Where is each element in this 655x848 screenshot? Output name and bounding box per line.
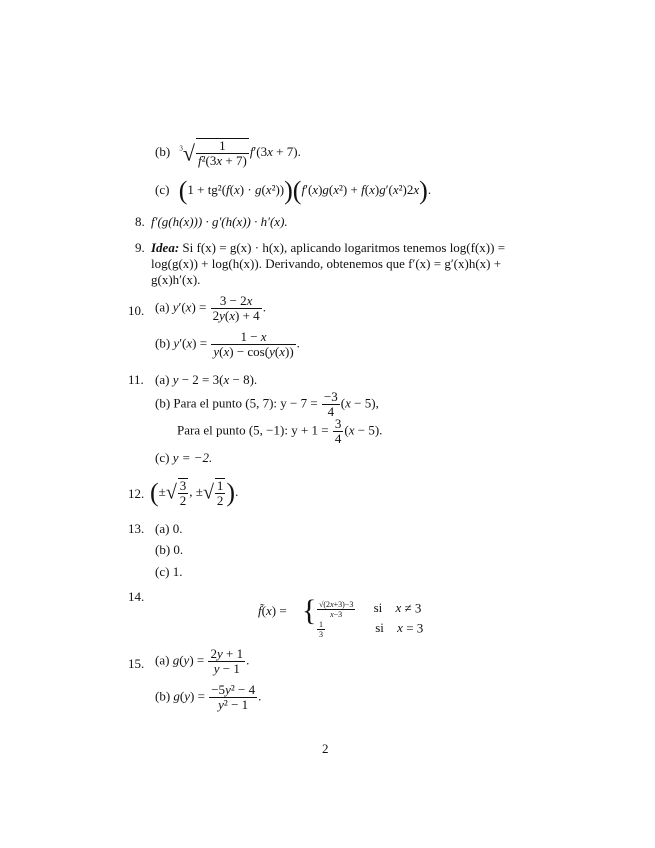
cube-root: $^3$√ $\frac{1}{\text{f²(3x + 7)}}$ — [179, 138, 247, 168]
item-13c-val: 1. — [172, 564, 183, 579]
idea-label: Idea: — [151, 240, 180, 255]
item-13a: (a) 0. — [155, 521, 183, 536]
item-13a-val: 0. — [172, 521, 183, 536]
item-13c: (c) 1. — [155, 564, 183, 579]
item-9-text1: Si f(x) = g(x) · h(x), aplicando logaritmos tenemos log(f(x)) = — [182, 240, 506, 255]
page-number: 2 — [322, 741, 329, 756]
label-b: (b) — [155, 143, 171, 159]
piecewise-case-2: $\frac{1}{3}$ si x = 3 — [319, 620, 424, 639]
point-2-text: Para el punto (5, −1): y + 1 = — [177, 422, 329, 438]
item-number-15: 15. — [128, 656, 145, 671]
item-9-line3: g(x)h′(x). — [151, 272, 201, 287]
item-7b: (b) $^3$√ $\frac{1}{\text{f²(3x + 7)}}$ f′(3x + 7). — [155, 138, 301, 168]
item-15a: (a) g(y) = $\frac{2y + 1}{y - 1}$ . — [155, 646, 250, 676]
item-9-line2: log(g(x)) + log(h(x)). Derivando, obtenemos que f′(x) = g′(x)h(x) + — [151, 256, 502, 271]
item-9-line1 — [151, 240, 505, 255]
item-13b: (b) 0. — [155, 542, 184, 557]
item-number-8: 8. — [135, 214, 145, 229]
item-number-9: 9. — [135, 240, 145, 255]
item-15b: (b) g(y) = $\frac{\text{−5y² − 4}}{\text{y² − 1}}$ . — [155, 682, 262, 712]
item-11a: (a) y − 2 = 3(x − 8). — [155, 372, 258, 387]
item-number-11: 11. — [128, 372, 144, 387]
item-number-14: 14. — [128, 589, 145, 604]
item-10a: (a) y′(x) = $\frac{3 - 2x}{2y(x) + 4}$ . — [155, 293, 266, 323]
item-12: (±√ $\frac{3}{2}$ , ±√ $\frac{1}{2}$ ). — [150, 478, 239, 508]
item-11c: (c) y = −2. — [155, 450, 213, 465]
item-number-10: 10. — [128, 303, 145, 318]
piecewise-brace: { — [302, 594, 317, 627]
item-8-text: f′(g(h(x))) · g′(h(x)) · h′(x). — [151, 214, 288, 229]
item-7c: (c) (1 + tg²(f(x) · g(x²)))(f′(x)g(x²) + f(x)g′(x²)2x). — [155, 176, 432, 205]
item-11c-text: y = −2. — [172, 450, 213, 465]
piecewise-case-1: $\frac{√(2x+3)-3}{x-3}$ si x ≠ 3 — [319, 600, 422, 619]
label-c: (c) — [155, 181, 170, 197]
item-number-13: 13. — [128, 521, 145, 536]
item-11b-1: (b) Para el punto (5, 7): y − 7 = $\frac{-3}{4}$ (x − 5), — [155, 389, 379, 419]
item-13b-val: 0. — [173, 542, 184, 557]
item-10b: (b) y′(x) = $\frac{1 - x}{y(x) - \cos(y(x))}$ . — [155, 329, 300, 359]
item-number-12: 12. — [128, 486, 145, 501]
item-14-formula: f̃(x) = — [258, 603, 287, 618]
point-1-text: Para el punto (5, 7): y − 7 = — [173, 395, 318, 411]
item-11b-2: Para el punto (5, −1): y + 1 = $\frac{3}{4}$ (x − 5). — [177, 416, 383, 446]
